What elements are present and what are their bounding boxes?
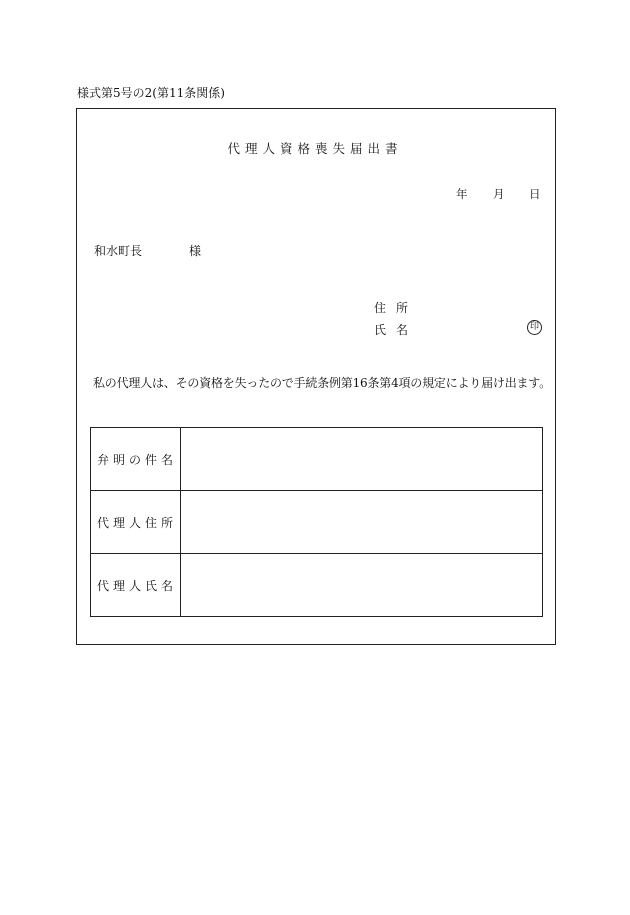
table-row — [91, 554, 543, 617]
date-day-label: 日 — [529, 187, 541, 201]
details-table — [90, 427, 543, 617]
table-row — [91, 428, 543, 491]
addressee-honorific: 様 — [189, 244, 202, 258]
addressee: 和水町長 — [94, 244, 143, 258]
row-label-case-name: 弁明の件名 — [91, 428, 181, 491]
date-month-label: 月 — [493, 187, 505, 201]
declaration-statement: 私の代理人は、その資格を失ったので手続条例第16条第4項の規定により届け出ます。 — [93, 376, 551, 390]
document-title: 代理人資格喪失届出書 — [227, 141, 403, 156]
applicant-name-label: 氏名 — [374, 323, 419, 337]
row-value-agent-name[interactable] — [181, 554, 543, 617]
row-value-agent-address[interactable] — [181, 491, 543, 554]
row-label-agent-address: 代理人住所 — [91, 491, 181, 554]
form-number-label: 様式第5号の2(第11条関係) — [77, 86, 225, 100]
seal-mark: 印 — [527, 320, 542, 335]
applicant-address-label: 住所 — [374, 301, 419, 315]
row-value-case-name[interactable] — [181, 428, 543, 491]
table-row — [91, 491, 543, 554]
row-label-agent-name: 代理人氏名 — [91, 554, 181, 617]
date-year-label: 年 — [456, 187, 468, 201]
